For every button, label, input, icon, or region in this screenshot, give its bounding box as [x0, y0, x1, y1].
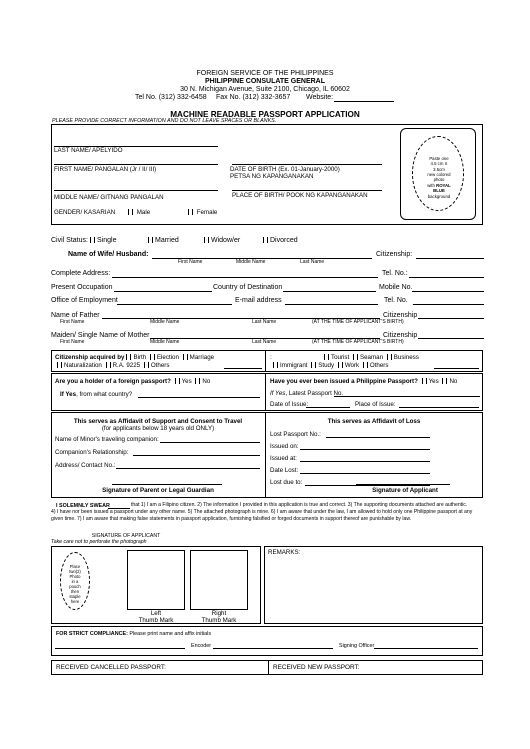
male-option[interactable]: Male — [126, 209, 150, 216]
header-fax: Fax No. (312) 332-3657 — [216, 94, 291, 101]
right-thumb-box[interactable] — [190, 550, 248, 610]
photo-box[interactable]: Paste one 4.5 cm X 3.5cm new colored photo with ROYAL BLUE background — [400, 128, 476, 220]
occupation-label: Present Occupation — [51, 284, 113, 291]
pob-label: PLACE OF BIRTH/ POOK NG KAPANGANAKAN — [232, 192, 368, 199]
remarks-box[interactable] — [264, 546, 483, 624]
left-thumb-box[interactable] — [127, 550, 185, 610]
header-line-3: 30 N. Michigan Avenue, Suite 2100, Chicago, IL 60602 — [180, 86, 350, 93]
divorced-option[interactable]: Divorced — [261, 237, 298, 245]
header-tel: Tel No. (312) 332-6458 — [135, 94, 207, 101]
instruction: PLEASE PROVIDE CORRECT INFORMATION AND DO NOT LEAVE SPACES OR BLANKS. — [52, 118, 277, 124]
dob-label: DATE OF BIRTH (Ex. 01-January-2000) — [230, 166, 340, 173]
middle-name-label: MIDDLE NAME/ GITNANG PANGALAN — [54, 194, 164, 201]
header-line-2: PHILIPPINE CONSULATE GENERAL — [204, 78, 326, 85]
spouse-label: Name of Wife/ Husband: — [68, 251, 149, 258]
oath-swear: I SOLEMNLY SWEAR — [56, 503, 110, 509]
received-new: RECEIVED NEW PASSPORT: — [273, 664, 360, 671]
gender-label: GENDER/ KASARIAN — [54, 209, 116, 216]
last-name-label: LAST NAME/ APELYIDO — [54, 147, 123, 154]
female-option[interactable]: Female — [186, 209, 217, 216]
country-destination-label: Country of Destination — [213, 284, 283, 291]
civil-status-label: Civil Status: — [51, 237, 88, 244]
remarks-label: REMARKS: — [268, 549, 301, 556]
married-option[interactable]: Married — [146, 237, 179, 245]
website-line — [334, 101, 394, 102]
header-line-1: FOREIGN SERVICE OF THE PHILIPPINES — [196, 70, 334, 77]
mobile-label: Mobile No. — [379, 284, 413, 291]
form-title: MACHINE READABLE PASSPORT APPLICATION — [170, 110, 360, 119]
male-checkbox[interactable] — [128, 209, 133, 215]
office-tel-label: Tel. No. — [384, 297, 408, 304]
office-label: Office of Employment — [51, 297, 118, 304]
father-citizenship-label: Citizenship — [383, 312, 418, 319]
father-label: Name of Father — [51, 312, 100, 319]
address-tel-label: Tel. No.: — [382, 270, 408, 277]
single-option[interactable]: Single — [88, 237, 116, 245]
widow-option[interactable]: Widow/er — [202, 237, 240, 245]
address-label: Complete Address: — [51, 270, 111, 277]
email-label: E-mail address — [235, 297, 282, 304]
dob-label-tl: PETSA NG KAPANGANAKAN — [230, 173, 314, 180]
mother-citizenship-label: Citizenship — [383, 332, 418, 339]
received-cancelled: RECEIVED CANCELLED PASSPORT: — [56, 664, 166, 671]
purpose-colon: : — [270, 354, 272, 361]
first-name-label: FIRST NAME/ PANGALAN (Jr / II/ III) — [54, 166, 157, 173]
spouse-citizenship-label: Citizenship: — [376, 251, 413, 258]
header-website: Website: — [306, 94, 334, 101]
female-checkbox[interactable] — [188, 209, 193, 215]
mother-label: Maiden/ Single Name of Mother — [51, 332, 150, 339]
